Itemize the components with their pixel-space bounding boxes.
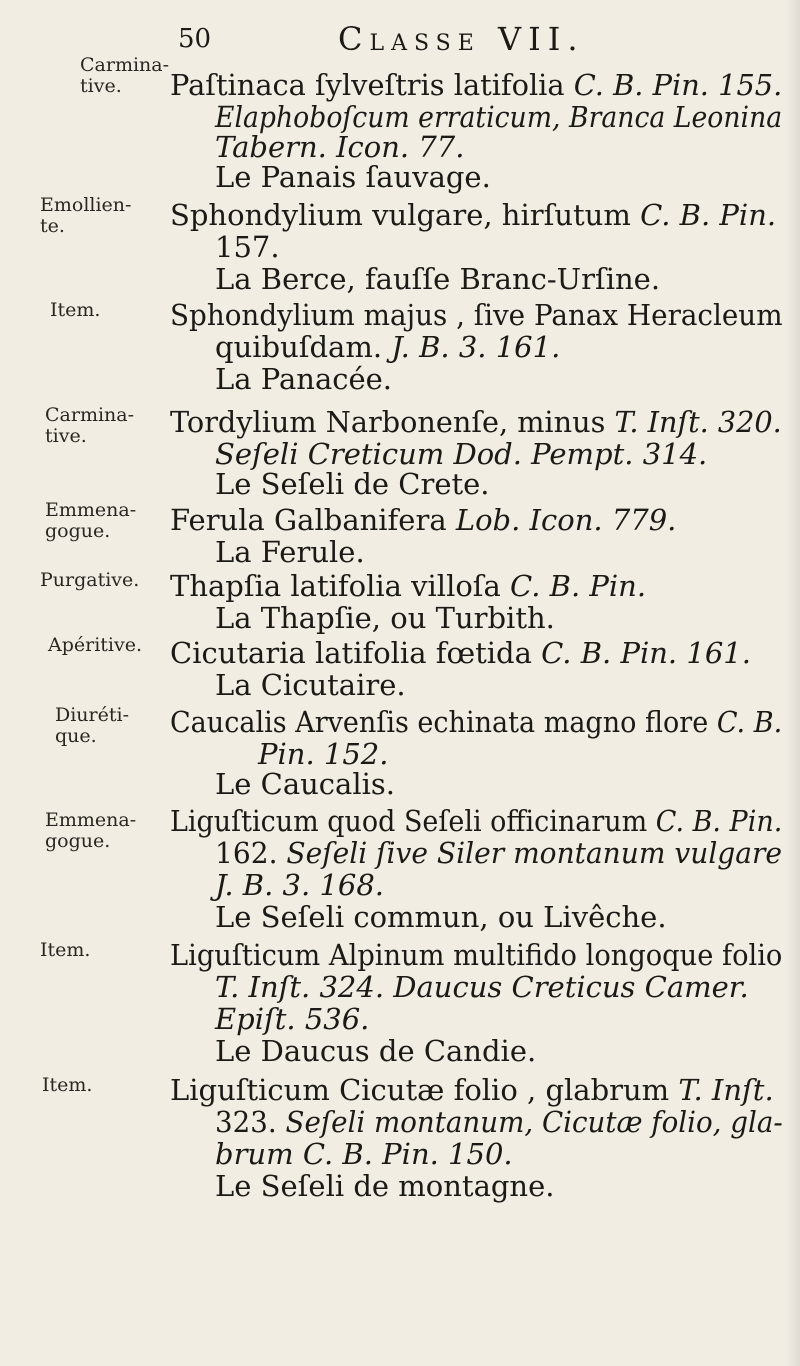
text-line — [215, 668, 406, 702]
italic-citation: C. B. Pin. — [510, 569, 647, 603]
text-line — [258, 737, 388, 771]
roman-text: La Ferule. — [215, 535, 365, 569]
text-line — [215, 868, 384, 902]
text-line — [215, 535, 365, 569]
italic-citation: T. Inſt. 320. — [614, 405, 782, 439]
text-line — [215, 362, 392, 396]
roman-text: Le Seſeli de Crete. — [215, 467, 490, 501]
roman-text: Le Caucalis. — [215, 767, 395, 801]
text-line — [170, 405, 782, 439]
text-line — [215, 1034, 536, 1068]
text-line — [215, 601, 555, 635]
roman-text: Cicutaria latifolia fœtida — [170, 636, 542, 670]
italic-citation: Elaphoboſcum erraticum, Branca Leonina — [215, 100, 783, 134]
roman-text: Paſtinaca ſylveſtris latifolia — [170, 68, 574, 102]
roman-text: Tordylium Narbonenſe, minus — [170, 405, 615, 439]
italic-citation: brum C. B. Pin. 150. — [215, 1137, 513, 1171]
roman-text: La Thapſie, ou Turbith. — [215, 601, 555, 635]
roman-text: Liguſticum Cicutæ folio , glabrum — [170, 1073, 679, 1107]
text-line — [215, 100, 782, 134]
page-edge-shadow — [786, 0, 800, 1366]
roman-text: La Cicutaire. — [215, 668, 406, 702]
italic-citation: C. B. Pin. — [655, 804, 783, 838]
text-line — [215, 767, 395, 801]
text-line — [215, 900, 667, 934]
running-title: Classe VII. — [338, 20, 585, 58]
italic-citation: C. B. Pin. 155. — [573, 68, 783, 102]
marginal-note: Emollien-te. — [40, 194, 132, 237]
roman-text: Sphondylium majus , ſive Panax Heracleum — [170, 298, 783, 332]
roman-text: Le Panais ſauvage. — [215, 160, 491, 194]
marginal-note: Emmena-gogue. — [45, 809, 137, 852]
text-line — [215, 262, 660, 296]
marginal-note: Purgative. — [40, 569, 140, 591]
italic-citation: Seſeli montanum, Cicutæ folio, gla- — [285, 1105, 783, 1139]
italic-citation: Tabern. Icon. 77. — [215, 130, 465, 164]
text-line — [215, 467, 490, 501]
text-line — [215, 1002, 369, 1036]
italic-citation: T. Inſt. — [678, 1073, 774, 1107]
italic-citation: J. B. 3. 168. — [215, 868, 385, 902]
text-line — [170, 298, 783, 332]
italic-citation: C. B. Pin. — [640, 198, 777, 232]
text-line — [215, 437, 707, 471]
text-line — [215, 836, 782, 870]
roman-text: Le Seſeli de montagne. — [215, 1169, 555, 1203]
marginal-note: Item. — [40, 939, 91, 961]
roman-text: 157. — [215, 230, 280, 264]
italic-citation: Seſeli Creticum Dod. Pempt. 314. — [215, 437, 708, 471]
roman-text: Sphondylium vulgare, hirſutum — [170, 198, 641, 232]
italic-citation: Pin. 152. — [258, 737, 389, 771]
italic-citation: Epiſt. 536. — [215, 1002, 370, 1036]
roman-text: Caucalis Arvenſis echinata magno flore — [170, 705, 717, 739]
marginal-note: Apéritive. — [48, 634, 143, 656]
italic-citation: T. Inſt. 324. Daucus Creticus Camer. — [215, 970, 749, 1004]
roman-text: 162. — [215, 836, 287, 870]
text-line — [215, 130, 464, 164]
roman-text: 323. — [215, 1105, 286, 1139]
text-line — [170, 503, 676, 537]
text-line — [170, 938, 782, 972]
italic-citation: C. B. — [716, 705, 783, 739]
italic-citation: Seſeli ſive Siler montanum vulgare — [286, 836, 783, 870]
text-line — [215, 1137, 513, 1171]
roman-text: Le Seſeli commun, ou Livêche. — [215, 900, 667, 934]
text-line — [170, 636, 751, 670]
text-line — [170, 569, 646, 603]
text-line — [170, 1073, 774, 1107]
marginal-note: Emmena-gogue. — [45, 499, 137, 542]
marginal-note: Carmina-tive. — [80, 54, 170, 97]
roman-text: La Panacée. — [215, 362, 393, 396]
text-line — [170, 68, 782, 102]
marginal-note: Diuréti-que. — [55, 704, 130, 747]
text-line — [215, 230, 280, 264]
roman-text: La Berce, fauſſe Branc-Urſine. — [215, 262, 661, 296]
roman-text: Liguſticum Alpinum multifido longoque folio — [170, 938, 783, 972]
text-line — [170, 705, 782, 739]
text-line — [215, 330, 560, 364]
text-line — [215, 970, 749, 1004]
italic-citation: C. B. Pin. 161. — [541, 636, 751, 670]
marginal-note: Carmina-tive. — [45, 404, 135, 447]
marginal-note: Item. — [42, 1074, 93, 1096]
marginal-note: Item. — [50, 299, 101, 321]
italic-citation: J. B. 3. 161. — [391, 330, 561, 364]
text-line — [215, 160, 491, 194]
italic-citation: Lob. Icon. 779. — [455, 503, 677, 537]
text-line — [215, 1169, 554, 1203]
roman-text: quibuſdam. — [215, 330, 392, 364]
roman-text: Thapſia latifolia villoſa — [170, 569, 511, 603]
page-number: 50 — [178, 24, 212, 54]
roman-text: Ferula Galbanifera — [170, 503, 456, 537]
roman-text: Liguſticum quod Seſeli officinarum — [170, 804, 656, 838]
roman-text: Le Daucus de Candie. — [215, 1034, 537, 1068]
text-line — [170, 804, 782, 838]
text-line — [215, 1105, 783, 1139]
text-line — [170, 198, 776, 232]
